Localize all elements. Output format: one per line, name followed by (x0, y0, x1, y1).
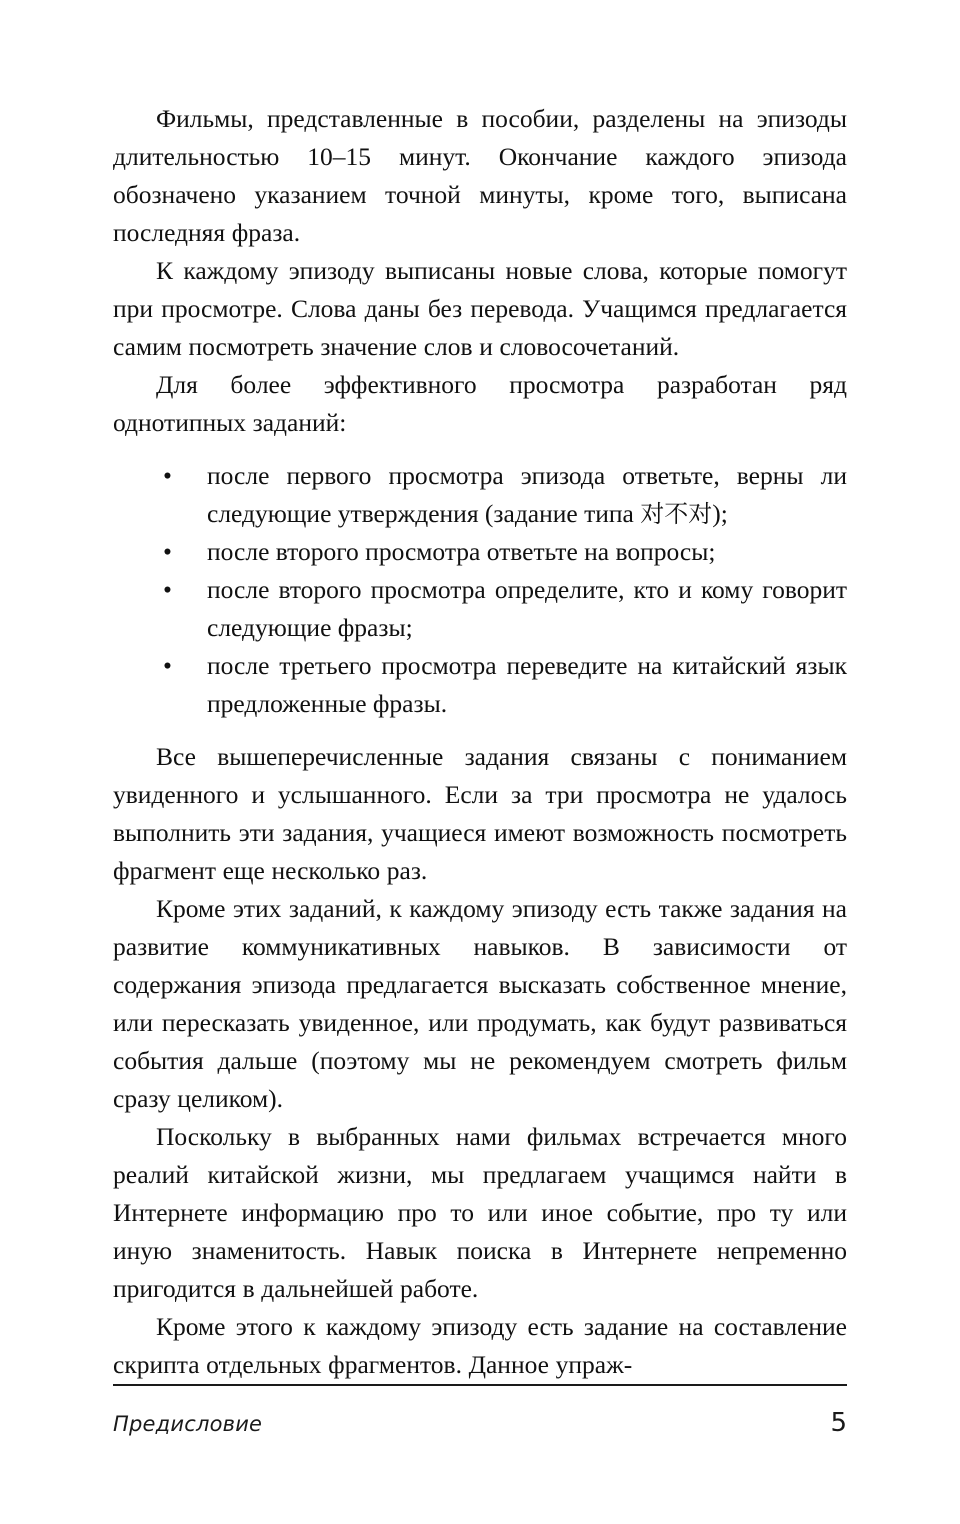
paragraph-5: Кроме этих заданий, к каждому эпизоду есть также задания на развитие коммуникативных навыков. В зависимости от содержания эпизода предлагается высказать собственное мнение, или пересказать увиденное, или продумать, как будут развиваться события дальше (поэтому мы не рекомендуем смотреть фильм сразу целиком). (113, 894, 847, 1113)
list-item-text-after: ); (712, 499, 728, 528)
page-number: 5 (830, 1408, 847, 1438)
list-item (163, 533, 847, 571)
text-column (113, 100, 847, 1384)
paragraph-2: К каждому эпизоду выписаны новые слова, которые помогут при просмотре. Слова даны без перевода. Учащимся предлагается самим посмотреть значение слов и словосочетаний. (113, 256, 847, 361)
bullet-icon: • (163, 461, 172, 490)
paragraph-7: Кроме этого к каждому эпизоду есть задание на составление скрипта отдельных фрагментов. Данное упраж- (113, 1312, 847, 1379)
bullet-icon: • (163, 537, 172, 566)
paragraph-3: Для более эффективного просмотра разработан ряд однотипных заданий: (113, 370, 847, 437)
chinese-term: 对不对 (640, 500, 713, 528)
task-list (113, 457, 847, 723)
paragraph-1: Фильмы, представленные в пособии, разделены на эпизоды длительностью 10–15 минут. Окончание каждого эпизода обозначено указанием точной минуты, кроме того, выписана последняя фраза. (113, 104, 847, 247)
list-item-text: после третьего просмотра переведите на китайский язык предложенные фразы. (207, 651, 847, 718)
footer-divider (113, 1384, 847, 1386)
running-head: Предисловие (113, 1412, 263, 1436)
bullet-icon: • (163, 651, 172, 680)
paragraph-4: Все вышеперечисленные задания связаны с пониманием увиденного и услышанного. Если за три просмотра не удалось выполнить эти задания, учащиеся имеют возможность посмотреть фрагмент еще несколько раз. (113, 742, 847, 885)
footer-row (113, 1408, 847, 1438)
list-item (163, 457, 847, 533)
page-footer (113, 1384, 847, 1438)
list-item-text (207, 457, 847, 533)
bullet-icon: • (163, 575, 172, 604)
list-item-text: после второго просмотра ответьте на вопросы; (207, 537, 716, 566)
list-item-text-before: после первого просмотра эпизода ответьте, верны ли следующие утверждения (задание типа (207, 461, 847, 528)
list-item (163, 647, 847, 723)
list-item-text: после второго просмотра определите, кто и кому говорит следующие фразы; (207, 575, 847, 642)
paragraph-6: Поскольку в выбранных нами фильмах встречается много реалий китайской жизни, мы предлагаем учащимся найти в Интернете информацию про то или иное событие, про ту или иную знаменитость. Навык поиска в Интернете непременно пригодится в дальнейшей работе. (113, 1122, 847, 1303)
list-item (163, 571, 847, 647)
